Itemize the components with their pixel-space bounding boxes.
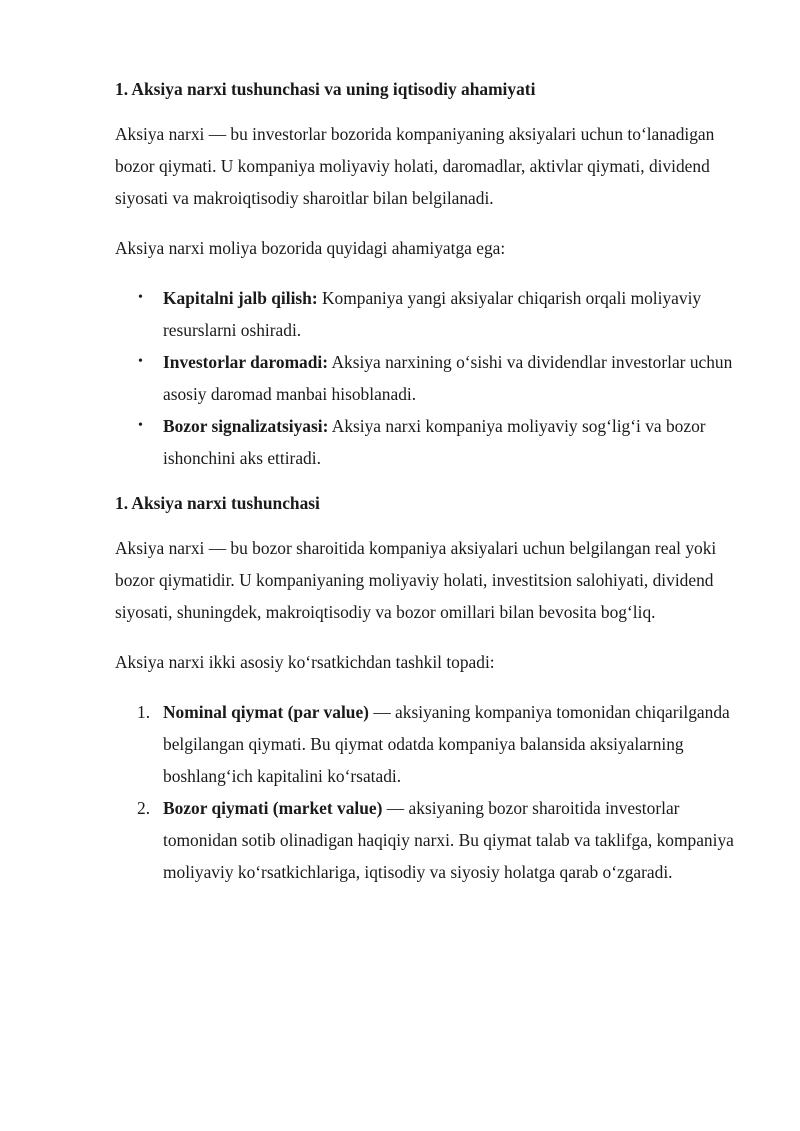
bullet-list [115, 282, 735, 474]
list-item [138, 282, 735, 346]
list-item-term: Investorlar daromadi: [163, 352, 329, 372]
list-item [138, 346, 735, 410]
paragraph-definition-2: Aksiya narxi — bu bozor sharoitida kompaniya aksiyalari uchun belgilangan real yoki bozor qiymatidir. U kompaniyaning moliyaviy holati, investitsion salohiyati, dividend siyosati, shuningdek, makroiqtisodiy va bozor omillari bilan bevosita bog‘liq. [115, 538, 717, 622]
document-page [115, 76, 735, 904]
list-item-term: Bozor qiymati (market value) [163, 798, 383, 818]
section-heading-2: 1. Aksiya narxi tushunchasi [115, 493, 320, 513]
list-item [137, 696, 735, 792]
bullet-icon: • [138, 290, 143, 305]
paragraph-definition: Aksiya narxi — bu investorlar bozorida kompaniyaning aksiyalari uchun to‘lanadigan bozor qiymati. U kompaniya moliyaviy holati, daromadlar, aktivlar qiymati, dividend siyosati va makroiqtisodiy sharoitlar bilan belgilanadi. [115, 124, 715, 208]
list-item-term: Kapitalni jalb qilish: [163, 288, 318, 308]
list-item [137, 792, 735, 888]
list-item-number: 2. [137, 798, 151, 818]
section-heading-1: 1. Aksiya narxi tushunchasi va uning iqtisodiy ahamiyati [115, 79, 536, 99]
list-item-number: 1. [137, 702, 151, 722]
list-item-text: Aksiya narxining o‘sishi va dividendlar investorlar uchun asosiy daromad manbai hisoblanadi. [163, 352, 733, 404]
bullet-icon: • [138, 418, 143, 433]
bullet-icon: • [138, 354, 143, 369]
list-item-text: Kompaniya yangi aksiyalar chiqarish orqali moliyaviy resurslarni oshiradi. [163, 288, 702, 340]
list-item-text: — aksiyaning bozor sharoitida investorlar tomonidan sotib olinadigan haqiqiy narxi. Bu qiymat talab va taklifga, kompaniya moliyaviy ko‘rsatkichlariga, iqtisodiy va siyosiy holatga qarab o‘zgaradi. [163, 798, 734, 882]
list-item-text: — aksiyaning kompaniya tomonidan chiqarilganda belgilangan qiymati. Bu qiymat odatda kompaniya balansida aksiyalarning boshlang‘ich kapitalini ko‘rsatadi. [163, 702, 730, 786]
paragraph-intro-list: Aksiya narxi moliya bozorida quyidagi ahamiyatga ega: [115, 238, 506, 258]
list-item-term: Bozor signalizatsiyasi: [163, 416, 329, 436]
list-item-text: Aksiya narxi kompaniya moliyaviy sog‘lig‘i va bozor ishonchini aks ettiradi. [163, 416, 706, 468]
list-item-term: Nominal qiymat (par value) [163, 702, 369, 722]
list-item [138, 410, 735, 474]
numbered-list [115, 696, 735, 888]
paragraph-intro-numbered: Aksiya narxi ikki asosiy ko‘rsatkichdan tashkil topadi: [115, 652, 495, 672]
